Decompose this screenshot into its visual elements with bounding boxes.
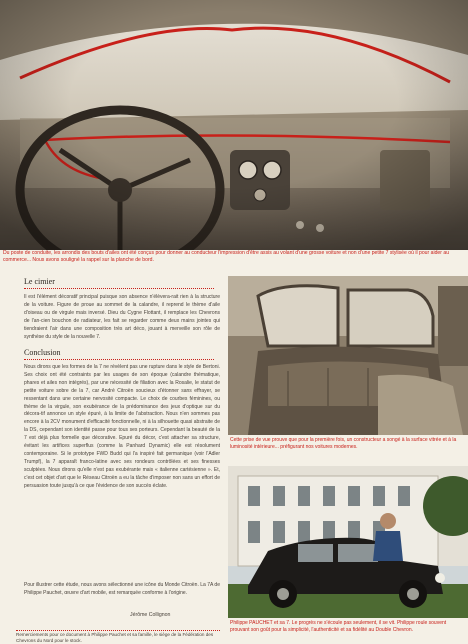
dashboard-caption: Du poste de conduite, les arrondis des bouts d'ailes ont été conçus pour donner au conducteur l'impression d'être assis au volant d'une grosse voiture et non d'une petite 7 stylisée où il pour aider au commerce... Nous avons souligné la rappel sur la planche de bord.	[3, 250, 450, 264]
car-photo	[228, 466, 468, 618]
author-signature: Jérôme Collignon	[130, 612, 171, 618]
section-heading-conclusion: Conclusion	[24, 348, 214, 360]
interior-caption: Cette prise de vue prouve que pour la première fois, un constructeur a songé à la surface vitrée et à la luminosité intérieure... préfigurant nos voitures modernes.	[230, 437, 457, 451]
paragraph-illustrer: Pour illustrer cette étude, nous avons sélectionné une icône du Monde Citroën. La 7A de Philippe Pauchet, œuvre d'art mobile, est remarquée conforme à l'origine.	[24, 582, 220, 596]
car-caption: Philippe PAUCHET et sa 7. Le progrès ne s'écoule pas seulement, il se vit. Philippe roule souvent prouvant son goût pour la simplicité, l'authenticité et sa fidélité au Double Chevron.	[230, 620, 447, 633]
interior-photo	[228, 276, 468, 435]
footnote: Remerciements pour ce document à Philippe Pauchet et sa famille, le siège de la Fédération des Chevrons du Nord pour le stock.	[16, 630, 220, 644]
paragraph-conclusion: Nous dirons que les formes de la 7 ne révèlent pas une rupture dans le style de Bertoni. Ses choix ont été contraints par les usages de son époque (calandre thématique, phares et ailes non intégrés), par une nécessité de filiation avec la Rosalie, le statut de petite voiture sobre de la 7, car André Citroën soucieux d'étonner sans effrayer, se ressentant dans une certaine nervosité compacte. Le choix de courbes féminines, ou thème de la virgule, son exubérance de la prédominance des jeux d'optique sur du décora-tif annonce un style épuré, à la limite de l'abstraction. Nous n'en sommes pas encore à la 2CV monument d'efficacité fonctionnelle, ni à la silhouette quasi abstraite de la DS, cependant son identité passe pour tous ses porteurs. Cependant la beauté de la 7 est déjà plus formelle que décorative. Epuré du décor, c'est attacher sa structure, évitant les artifices superflus (comme la Panhard Dynamic) elle est résolument contemporaine. Si le prototype FWD Budd qui l'a inspiré fait germanique (voir l'Adler Trumpf), la 7 apparaît franco-latine avec ses rondeurs contrôlées et ses finesses sculptées. Nous dirons qu'elle n'est pas exubérante mais « italienne cartésienne ». Et, c'est cet objet d'art que le Réseau Citroën a eu la tâche d'imposer non sans un effort de persuasion toute jusqu'à ce que l'évidence de son succès éclate.	[24, 364, 220, 489]
paragraph-cimier: Il est l'élément décoratif principal puisque son absence n'élèvera-rait rien à la structure de la voiture. Figure de proue au sommet de la calandre, il reprend le thème d'aile d'oiseau ou de virgule mais inversé. Dieu du Cygne Flottant, il remplace les Chevrons de l'an-cien bouchon de radiateur, les fait se regarder comme deux mains jointes qui tiendraient l'air dans une composition très art déco, jouant à merveille son rôle de synthèse du style de la nouvelle 7.	[24, 294, 220, 340]
section-heading-cimier: Le cimier	[24, 277, 214, 289]
dashboard-photo	[0, 0, 468, 250]
